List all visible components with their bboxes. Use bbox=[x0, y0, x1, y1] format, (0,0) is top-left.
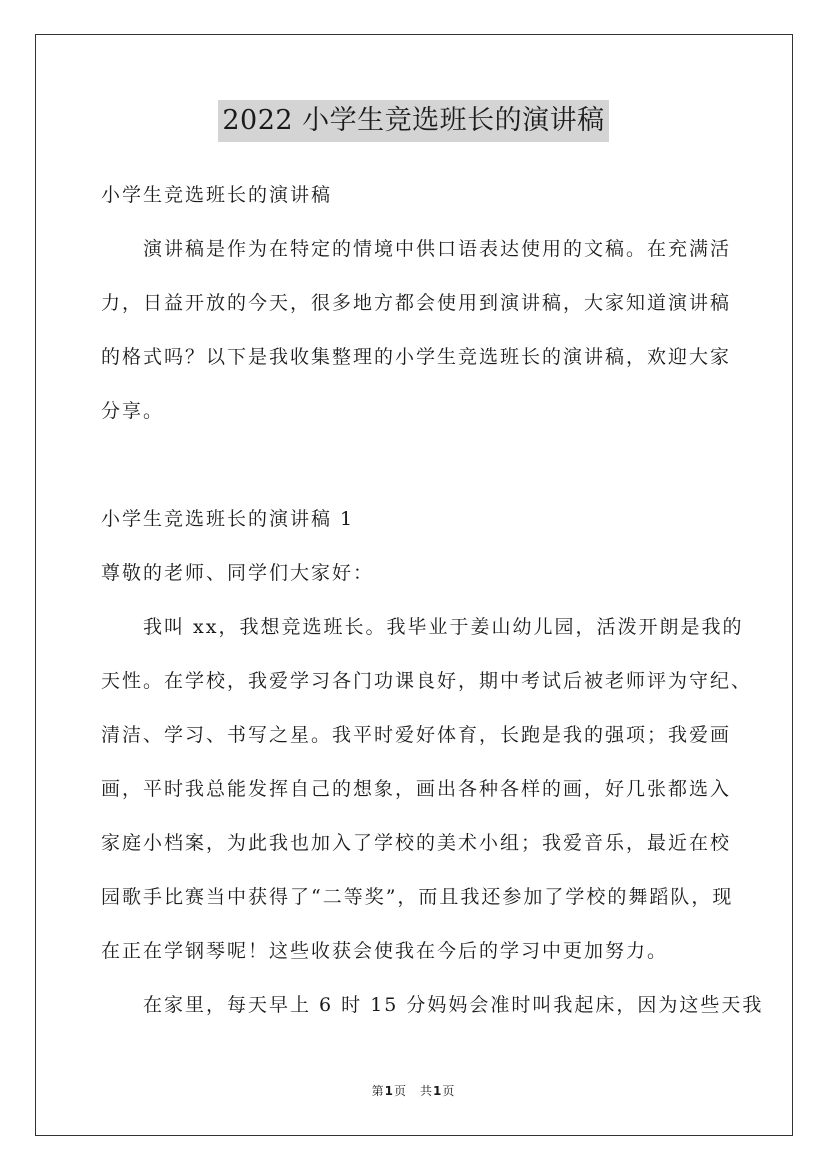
intro-line-3: 的格式吗？以下是我收集整理的小学生竞选班长的演讲稿，欢迎大家 bbox=[101, 346, 732, 368]
para1-line-6: 园歌手比赛当中获得了“二等奖”，而且我还参加了学校的舞蹈队，现 bbox=[101, 886, 734, 908]
intro-line-2: 力，日益开放的今天，很多地方都会使用到演讲稿，大家知道演讲稿 bbox=[101, 292, 732, 314]
intro-line-1: 演讲稿是作为在特定的情境中供口语表达使用的文稿。在充满活 bbox=[143, 238, 732, 260]
footer-page-suffix: 页 bbox=[442, 1084, 456, 1098]
subtitle: 小学生竞选班长的演讲稿 bbox=[101, 184, 333, 206]
footer-page-prefix: 第 bbox=[371, 1084, 385, 1098]
page-footer bbox=[0, 1082, 827, 1099]
title-container bbox=[0, 100, 827, 142]
intro-line-4: 分享。 bbox=[101, 400, 165, 422]
footer-page-number: 1 bbox=[384, 1084, 394, 1098]
footer-page-mid: 页 共 bbox=[393, 1084, 433, 1098]
para1-line-3: 清洁、学习、书写之星。我平时爱好体育，长跑是我的强项；我爱画 bbox=[101, 724, 732, 746]
document-title: 2022 小学生竞选班长的演讲稿 bbox=[218, 100, 608, 142]
para1-line-1: 我叫 xx，我想竞选班长。我毕业于姜山幼儿园，活泼开朗是我的 bbox=[143, 616, 744, 638]
footer-page-total: 1 bbox=[433, 1084, 443, 1098]
para1-line-2: 天性。在学校，我爱学习各门功课良好，期中考试后被老师评为守纪、 bbox=[101, 670, 753, 692]
greeting: 尊敬的老师、同学们大家好： bbox=[101, 562, 375, 584]
para1-line-4: 画，平时我总能发挥自己的想象，画出各种各样的画，好几张都选入 bbox=[101, 778, 732, 800]
section-heading: 小学生竞选班长的演讲稿 1 bbox=[101, 508, 355, 530]
para1-line-7: 在正在学钢琴呢！这些收获会使我在今后的学习中更加努力。 bbox=[101, 940, 669, 962]
para1-line-5: 家庭小档案，为此我也加入了学校的美术小组；我爱音乐，最近在校 bbox=[101, 832, 732, 854]
para2-line-1: 在家里，每天早上 6 时 15 分妈妈会准时叫我起床，因为这些天我 bbox=[143, 994, 764, 1016]
